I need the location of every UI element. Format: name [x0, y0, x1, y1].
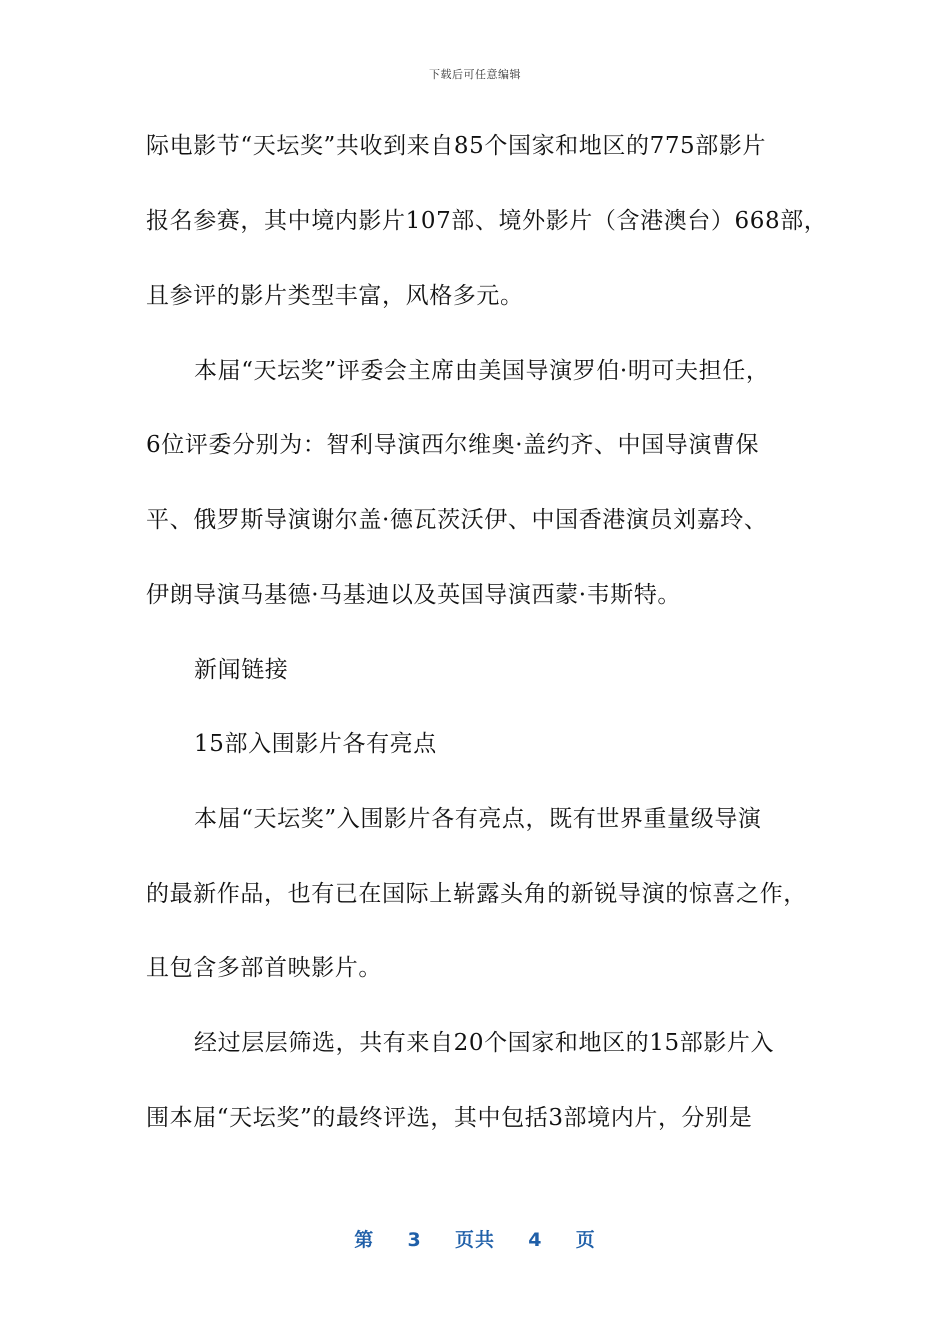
page-footer — [0, 1225, 950, 1252]
paragraph-1-line-3: 且参评的影片类型丰富，风格多元。 — [146, 283, 524, 309]
paragraph-3-line-2: 的最新作品，也有已在国际上崭露头角的新锐导演的惊喜之作， — [146, 881, 807, 907]
paragraph-4-line-1: 经过层层筛选，共有来自20个国家和地区的15部影片入 — [194, 1030, 775, 1056]
paragraph-1-line-2: 报名参赛，其中境内影片107部、境外影片（含港澳台）668部， — [146, 208, 828, 234]
page-suffix: 页 — [575, 1229, 596, 1251]
paragraph-3-line-1: 本届“天坛奖”入围影片各有亮点，既有世界重量级导演 — [194, 806, 762, 832]
news-link-heading: 新闻链接 — [194, 657, 289, 683]
page-prefix: 第 — [354, 1229, 375, 1251]
paragraph-1-line-1: 际电影节“天坛奖”共收到来自85个国家和地区的775部影片 — [146, 133, 767, 159]
page-total-number: 4 — [528, 1229, 543, 1251]
paragraph-2-line-3: 平、俄罗斯导演谢尔盖·德瓦茨沃伊、中国香港演员刘嘉玲、 — [146, 507, 768, 533]
paragraph-2-line-2: 6位评委分别为：智利导演西尔维奥·盖约齐、中国导演曹保 — [146, 432, 760, 458]
paragraph-2-line-4: 伊朗导演马基德·马基迪以及英国导演西蒙·韦斯特。 — [146, 582, 682, 608]
paragraph-2-line-1: 本届“天坛奖”评委会主席由美国导演罗伯·明可夫担任， — [194, 358, 770, 384]
paragraph-3-line-3: 且包含多部首映影片。 — [146, 955, 382, 981]
page-current-number: 3 — [407, 1229, 422, 1251]
section-subheading: 15部入围影片各有亮点 — [194, 731, 437, 757]
page-header: 下载后可任意编辑 — [429, 68, 521, 81]
page-mid-text: 页共 — [454, 1229, 495, 1251]
paragraph-4-line-2: 围本届“天坛奖”的最终评选，其中包括3部境内片，分别是 — [146, 1105, 753, 1131]
